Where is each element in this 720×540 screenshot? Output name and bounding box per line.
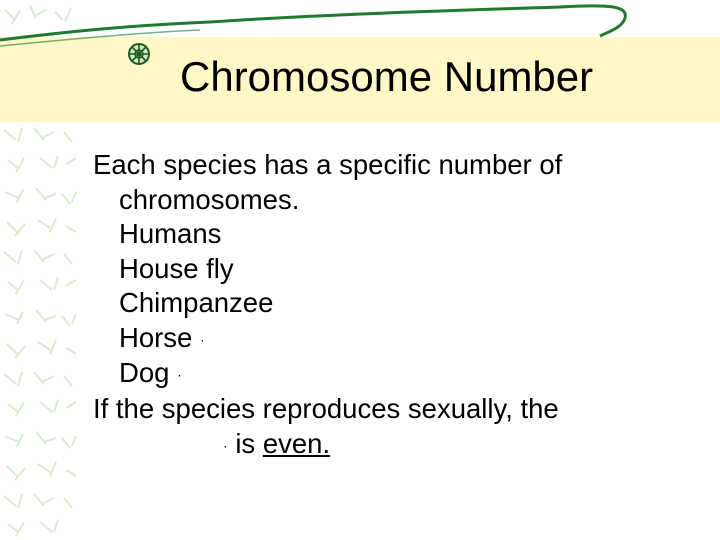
intro-line-2: chromosomes. — [119, 183, 300, 215]
hidden-word-dot: · — [223, 437, 228, 454]
list-item-chimpanzee — [93, 286, 693, 321]
note-line-1: If the species reproduces sexually, the — [93, 393, 559, 425]
slide-title: Chromosome Number — [180, 53, 594, 100]
list-item-house-fly: House fly — [119, 252, 234, 284]
green-globe-icon — [127, 42, 151, 66]
horse-label: Horse — [119, 321, 193, 353]
list-item-humans: Humans — [119, 218, 222, 249]
note-is: is — [235, 427, 256, 459]
chimpanzee-label: Chimpanzee — [119, 287, 274, 318]
note-even-emphasis: even. — [262, 427, 331, 459]
list-item-horse — [93, 321, 693, 357]
slide-body — [93, 148, 693, 463]
intro-line-1: Each species has a specific number of — [93, 149, 563, 180]
dog-label: Dog — [119, 357, 170, 389]
hidden-value-dot: · — [177, 366, 182, 383]
hidden-value-dot: · — [200, 330, 205, 347]
note-line-2 — [93, 427, 693, 463]
list-item-dog — [93, 356, 693, 392]
